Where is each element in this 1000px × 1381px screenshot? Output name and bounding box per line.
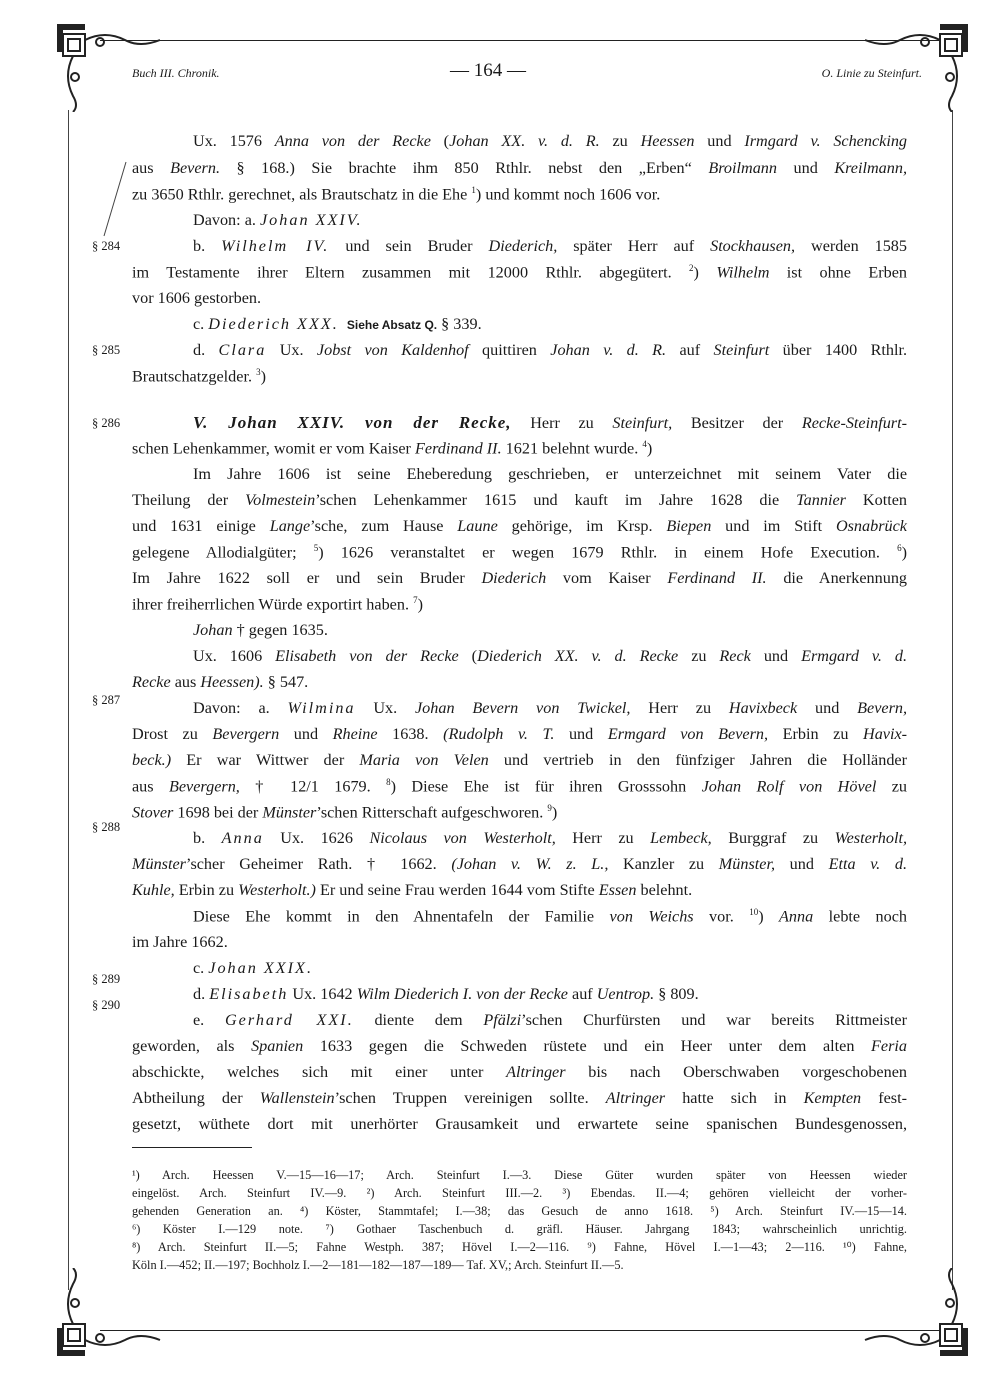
left-border-rule	[68, 110, 69, 1290]
text-line: Stover 1698 bei der Münster’schen Ritterschaft aufgeschworen. $^9$)	[132, 803, 558, 822]
text-line: Drost zu Bevergern und Rheine 1638. (Rudolph v. T. und Ermgard von Bevern, Erbin zu Havix-	[132, 725, 908, 743]
header-book-title: Buch III. Chronik.	[132, 66, 220, 80]
top-border-rule	[100, 40, 940, 41]
text-line: c. Diederich XXX. Siehe Absatz Q. § 339.	[193, 315, 482, 333]
corner-ornament-bottom-left-icon	[55, 1268, 165, 1358]
right-border-rule	[952, 110, 953, 1290]
section-number: § 290	[92, 998, 121, 1012]
text-line: V. Johan XXIV. von der Recke, Herr zu Steinfurt, Besitzer der Recke-Steinfurt-	[193, 413, 907, 432]
text-line: Recke aus Heessen). § 547.	[132, 673, 309, 691]
text-line: Abtheilung der Wallenstein’schen Truppen vereinigen sollte. Altringer hatte sich in Kempten fest-	[132, 1089, 907, 1107]
text-line: Im Jahre 1606 ist seine Eheberedung geschrieben, er unterzeichnet mit seinem Vater die	[193, 465, 907, 483]
text-line: im Testamente ihrer Eltern zusammen mit 12000 Rthlr. abgegütert. $^2$) Wilhelm ist ohne Erben	[132, 263, 907, 282]
text-line: aus Bevern. § 168.) Sie brachte ihm 850 Rthlr. nebst den „Erben“ Broilmann und Kreilmann,	[132, 159, 908, 177]
text-line: d. Elisabeth Ux. 1642 Wilm Diederich I. von der Recke auf Uentrop. § 809.	[193, 985, 699, 1003]
footnote-line: ⁸) Arch. Steinfurt II.—5; Fahne Westph. 387; Hövel I.—2—116. ⁹) Fahne, Hövel I.—1—43; 2—116. ¹⁰) Fahne,	[132, 1240, 907, 1254]
text-line: schen Lehenkammer, womit er vom Kaiser Ferdinand II. 1621 belehnt wurde. $^4$)	[132, 439, 653, 458]
text-line: Davon: a. Johan XXIV.	[193, 211, 363, 229]
text-line: geworden, als Spanien 1633 gegen die Schweden rüstete und ein Heer unter dem alten Feria	[132, 1037, 907, 1055]
text-line: Kuhle, Erbin zu Westerholt.) Er und seine Frau werden 1644 vom Stifte Essen belehnt.	[132, 881, 693, 899]
text-line: ihrer freiherrlichen Würde exportirt haben. $^7$)	[132, 595, 423, 614]
section-number: § 286	[92, 416, 121, 430]
section-number: § 288	[92, 820, 121, 834]
text-line: Diese Ehe kommt in den Ahnentafeln der Familie von Weichs vor. $^{10}$) Anna lebte noch	[193, 907, 907, 926]
text-line: zu 3650 Rthlr. gerechnet, als Brautschatz in die Ehe $^1$) und kommt noch 1606 vor.	[132, 185, 661, 204]
text-line: im Jahre 1662.	[132, 933, 228, 951]
footnote-separator	[132, 1147, 252, 1148]
text-line: Theilung der Volmestein’schen Lehenkammer 1615 und kauft im Jahre 1628 die Tannier Kotten	[132, 491, 907, 509]
section-number: § 287	[92, 693, 121, 707]
footnote-line: ⁶) Köster I.—129 note. ⁷) Gothaer Taschenbuch d. gräfl. Häuser. Jahrgang 1843; wahrscheinlich unrichtig.	[132, 1222, 907, 1236]
section-number: § 284	[92, 239, 121, 253]
text-line: Davon: a. Wilmina Ux. Johan Bevern von Twickel, Herr zu Havixbeck und Bevern,	[193, 699, 908, 717]
footnote-line: ¹) Arch. Heessen V.—15—16—17; Arch. Steinfurt I.—3. Diese Güter wurden später von Heessen wieder	[132, 1168, 907, 1182]
page-header	[132, 60, 922, 90]
text-line: Im Jahre 1622 soll er und sein Bruder Diederich vom Kaiser Ferdinand II. die Anerkennung	[132, 569, 908, 587]
text-line: und 1631 einige Lange’sche, zum Hause Laune gehörige, im Krsp. Biepen und im Stift Osnabrück	[132, 517, 907, 535]
text-line: c. Johan XXIX.	[193, 959, 313, 977]
text-line: gesetzt, wüthete dort mit unerhörter Grausamkeit und erwartete seine spanischen Bundesgenossen,	[132, 1115, 907, 1133]
bottom-border-rule	[100, 1330, 940, 1331]
text-line: Ux. 1576 Anna von der Recke (Johan XX. v. d. R. zu Heessen und Irmgard v. Schencking	[193, 132, 908, 150]
text-line: vor 1606 gestorben.	[132, 289, 262, 307]
text-line: beck.) Er war Wittwer der Maria von Velen und vertrieb in den fünfziger Jahren die Holländer	[132, 751, 907, 769]
text-line: abschickte, welches sich mit einer unter Altringer bis nach Oberschwaben vorgeschobenen	[132, 1063, 907, 1081]
text-line: Brautschatzgelder. $^3$)	[132, 367, 266, 386]
text-line: Ux. 1606 Elisabeth von der Recke (Diederich XX. v. d. Recke zu Reck und Ermgard v. d.	[193, 647, 907, 665]
footnote-line: gehenden Generation an. ⁴) Köster, Stammtafel; I.—38; das Gesuch de anno 1618. ⁵) Arch. Steinfurt IV.—15—14.	[132, 1204, 907, 1218]
footnote-line: eingelöst. Arch. Steinfurt IV.—9. ²) Arch. Steinfurt III.—2. ³) Ebendas. II.—4; gehören vielleicht der vorher-	[132, 1186, 907, 1200]
corner-ornament-bottom-right-icon	[860, 1268, 970, 1358]
text-line: Münster’scher Geheimer Rath. † 1662. (Johan v. W. z. L., Kanzler zu Münster, und Etta v. d.	[132, 855, 908, 873]
text-line: gelegene Allodialgüter; $^5$) 1626 veranstaltet er wegen 1679 Rthlr. in einem Hofe Execution. $^6$)	[132, 543, 907, 562]
text-line: e. Gerhard XXI. diente dem Pfälzi’schen Churfürsten und war bereits Rittmeister	[193, 1011, 908, 1029]
text-line: aus Bevergern, † 12/1 1679. $^8$) Diese Ehe ist für ihren Grosssohn Johan Rolf von Hövel zu	[132, 777, 908, 796]
text-line: Johan † gegen 1635.	[193, 621, 328, 639]
section-number: § 289	[92, 972, 121, 986]
handwritten-margin-stroke	[100, 160, 130, 240]
text-line: b. Anna Ux. 1626 Nicolaus von Westerholt, Herr zu Lembeck, Burggraf zu Westerholt,	[193, 829, 907, 847]
page-number: — 164 —	[450, 60, 526, 81]
text-line: d. Clara Ux. Jobst von Kaldenhof quittiren Johan v. d. R. auf Steinfurt über 1400 Rthlr.	[193, 341, 907, 359]
footnote-line: Köln I.—452; II.—197; Bochholz I.—2—181—182—187—189— Taf. XV,; Arch. Steinfurt II.—5.	[132, 1258, 624, 1272]
text-line: b. Wilhelm IV. und sein Bruder Diederich, später Herr auf Stockhausen, werden 1585	[193, 237, 907, 255]
section-number: § 285	[92, 343, 121, 357]
header-section-title: O. Linie zu Steinfurt.	[821, 66, 922, 80]
